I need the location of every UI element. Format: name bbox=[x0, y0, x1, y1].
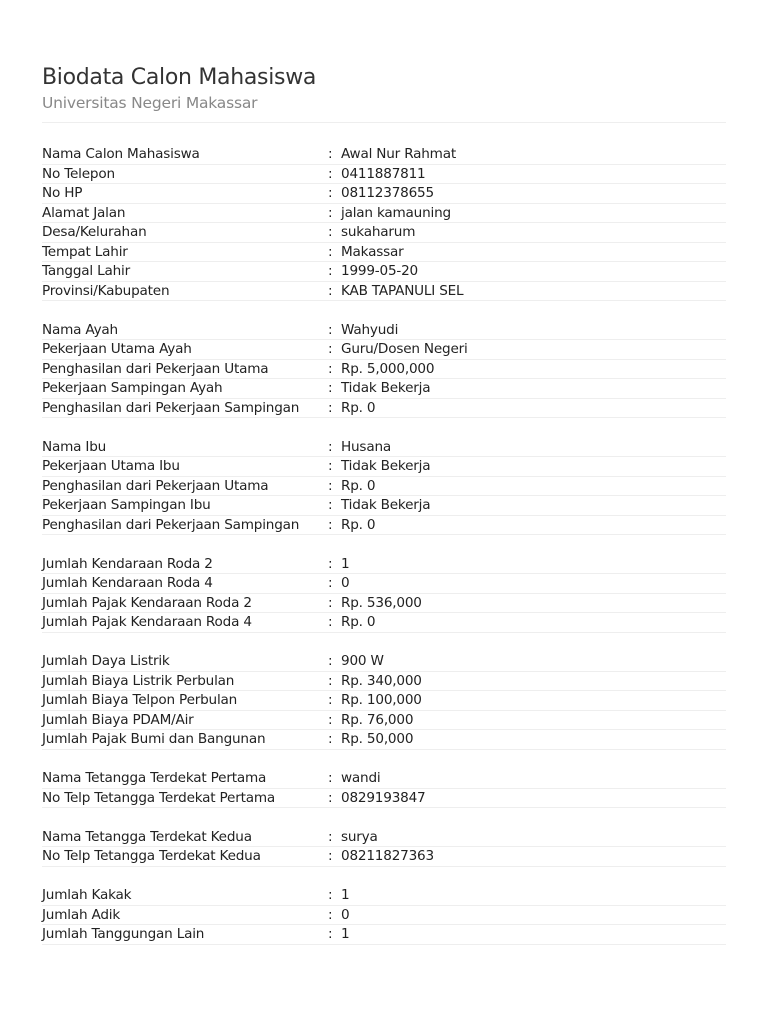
field-value: Rp. 50,000 bbox=[341, 731, 414, 747]
section-data-tetangga-kedua bbox=[42, 828, 726, 867]
field-label: Pekerjaan Utama Ayah bbox=[42, 341, 192, 357]
field-separator: : bbox=[328, 848, 333, 864]
field-value: 1 bbox=[341, 926, 350, 942]
page-subtitle: Universitas Negeri Makassar bbox=[42, 94, 258, 112]
field-label: Penghasilan dari Pekerjaan Utama bbox=[42, 360, 269, 377]
page-title: Biodata Calon Mahasiswa bbox=[42, 65, 317, 90]
field-label: Jumlah Kendaraan Roda 4 bbox=[42, 575, 213, 591]
field-label: Tempat Lahir bbox=[42, 243, 128, 260]
field-separator: : bbox=[328, 555, 333, 572]
field-label: Desa/Kelurahan bbox=[42, 224, 147, 240]
section-data-ayah bbox=[42, 321, 726, 419]
field-separator: : bbox=[328, 243, 333, 260]
field-value: 1 bbox=[341, 887, 350, 903]
header-divider bbox=[42, 122, 726, 123]
field-row bbox=[42, 457, 726, 477]
field-label: Pekerjaan Utama Ibu bbox=[42, 458, 180, 474]
field-label: Jumlah Kakak bbox=[42, 887, 132, 903]
section-data-biaya bbox=[42, 652, 726, 750]
field-label: Jumlah Kendaraan Roda 2 bbox=[42, 555, 213, 572]
field-value: 0 bbox=[341, 906, 350, 923]
field-value: Rp. 0 bbox=[341, 477, 376, 494]
field-label: Penghasilan dari Pekerjaan Utama bbox=[42, 477, 269, 494]
field-separator: : bbox=[328, 594, 333, 611]
field-value: Rp. 0 bbox=[341, 614, 376, 630]
field-label: Tanggal Lahir bbox=[42, 263, 130, 279]
field-separator: : bbox=[328, 438, 333, 455]
field-value: Guru/Dosen Negeri bbox=[341, 341, 468, 357]
field-row bbox=[42, 574, 726, 594]
field-separator: : bbox=[328, 653, 333, 669]
field-separator: : bbox=[328, 731, 333, 747]
field-label: Alamat Jalan bbox=[42, 204, 126, 221]
field-value: 1999-05-20 bbox=[341, 263, 419, 279]
field-separator: : bbox=[328, 692, 333, 708]
field-separator: : bbox=[328, 477, 333, 494]
field-value: Rp. 76,000 bbox=[341, 711, 414, 728]
field-row bbox=[42, 360, 726, 380]
field-separator: : bbox=[328, 224, 333, 240]
field-value: sukaharum bbox=[341, 224, 416, 240]
field-row bbox=[42, 925, 726, 945]
field-separator: : bbox=[328, 380, 333, 396]
field-row bbox=[42, 243, 726, 263]
field-label: Nama Tetangga Terdekat Kedua bbox=[42, 828, 252, 845]
field-label: Nama Tetangga Terdekat Pertama bbox=[42, 770, 267, 786]
field-label: Nama Calon Mahasiswa bbox=[42, 146, 200, 162]
field-label: Jumlah Tanggungan Lain bbox=[42, 926, 205, 942]
field-row bbox=[42, 262, 726, 282]
section-data-kendaraan bbox=[42, 555, 726, 633]
field-separator: : bbox=[328, 282, 333, 299]
field-row bbox=[42, 496, 726, 516]
field-separator: : bbox=[328, 926, 333, 942]
field-value: Tidak Bekerja bbox=[341, 497, 431, 513]
field-row bbox=[42, 516, 726, 536]
field-row bbox=[42, 613, 726, 633]
field-separator: : bbox=[328, 341, 333, 357]
field-row bbox=[42, 165, 726, 185]
field-label: Jumlah Biaya Telpon Perbulan bbox=[42, 692, 238, 708]
field-row bbox=[42, 847, 726, 867]
field-label: Jumlah Pajak Bumi dan Bangunan bbox=[42, 731, 266, 747]
field-value: 08211827363 bbox=[341, 848, 434, 864]
field-separator: : bbox=[328, 887, 333, 903]
field-separator: : bbox=[328, 614, 333, 630]
field-separator: : bbox=[328, 711, 333, 728]
section-data-pribadi bbox=[42, 145, 726, 301]
section-data-keluarga bbox=[42, 886, 726, 945]
field-row bbox=[42, 321, 726, 341]
field-value: Tidak Bekerja bbox=[341, 380, 431, 396]
field-value: Makassar bbox=[341, 243, 404, 260]
field-label: No Telp Tetangga Terdekat Kedua bbox=[42, 848, 261, 864]
field-label: Nama Ayah bbox=[42, 321, 118, 338]
field-label: Jumlah Biaya Listrik Perbulan bbox=[42, 672, 235, 689]
field-separator: : bbox=[328, 321, 333, 338]
field-row bbox=[42, 145, 726, 165]
biodata-form bbox=[42, 145, 726, 964]
field-value: Awal Nur Rahmat bbox=[341, 146, 456, 162]
field-separator: : bbox=[328, 672, 333, 689]
field-row bbox=[42, 204, 726, 224]
field-row bbox=[42, 769, 726, 789]
field-label: Penghasilan dari Pekerjaan Sampingan bbox=[42, 516, 300, 533]
field-value: KAB TAPANULI SEL bbox=[341, 282, 464, 299]
field-row bbox=[42, 730, 726, 750]
field-value: 900 W bbox=[341, 653, 384, 669]
field-value: Rp. 100,000 bbox=[341, 692, 422, 708]
field-row bbox=[42, 828, 726, 848]
field-label: Pekerjaan Sampingan Ibu bbox=[42, 497, 211, 513]
field-row bbox=[42, 399, 726, 419]
field-separator: : bbox=[328, 263, 333, 279]
field-row bbox=[42, 438, 726, 458]
field-separator: : bbox=[328, 399, 333, 416]
field-separator: : bbox=[328, 185, 333, 201]
field-separator: : bbox=[328, 204, 333, 221]
field-label: No Telp Tetangga Terdekat Pertama bbox=[42, 789, 276, 806]
field-row bbox=[42, 340, 726, 360]
section-data-tetangga-pertama bbox=[42, 769, 726, 808]
field-label: Nama Ibu bbox=[42, 438, 107, 455]
field-label: Pekerjaan Sampingan Ayah bbox=[42, 380, 223, 396]
field-row bbox=[42, 477, 726, 497]
field-label: Penghasilan dari Pekerjaan Sampingan bbox=[42, 399, 300, 416]
field-label: Jumlah Adik bbox=[42, 906, 121, 923]
field-label: Jumlah Biaya PDAM/Air bbox=[42, 711, 194, 728]
field-value: 0411887811 bbox=[341, 165, 426, 182]
field-separator: : bbox=[328, 575, 333, 591]
field-row bbox=[42, 555, 726, 575]
field-value: Tidak Bekerja bbox=[341, 458, 431, 474]
field-separator: : bbox=[328, 828, 333, 845]
field-row bbox=[42, 886, 726, 906]
field-value: Rp. 340,000 bbox=[341, 672, 422, 689]
field-separator: : bbox=[328, 458, 333, 474]
field-separator: : bbox=[328, 770, 333, 786]
field-separator: : bbox=[328, 906, 333, 923]
field-value: Husana bbox=[341, 438, 391, 455]
field-value: Rp. 0 bbox=[341, 516, 376, 533]
page-header bbox=[42, 63, 726, 113]
field-row bbox=[42, 789, 726, 809]
field-row bbox=[42, 691, 726, 711]
field-separator: : bbox=[328, 146, 333, 162]
field-row bbox=[42, 594, 726, 614]
field-label: Jumlah Pajak Kendaraan Roda 4 bbox=[42, 614, 252, 630]
field-label: Provinsi/Kabupaten bbox=[42, 282, 170, 299]
field-value: 1 bbox=[341, 555, 350, 572]
field-row bbox=[42, 379, 726, 399]
field-row bbox=[42, 652, 726, 672]
field-separator: : bbox=[328, 165, 333, 182]
field-value: jalan kamauning bbox=[341, 204, 451, 221]
field-row bbox=[42, 672, 726, 692]
field-separator: : bbox=[328, 497, 333, 513]
field-value: Rp. 0 bbox=[341, 399, 376, 416]
field-label: No HP bbox=[42, 185, 83, 201]
field-label: Jumlah Daya Listrik bbox=[42, 653, 170, 669]
field-row bbox=[42, 282, 726, 302]
field-row bbox=[42, 184, 726, 204]
section-data-ibu bbox=[42, 438, 726, 536]
field-value: 08112378655 bbox=[341, 185, 434, 201]
field-row bbox=[42, 906, 726, 926]
field-separator: : bbox=[328, 516, 333, 533]
field-value: surya bbox=[341, 828, 378, 845]
field-value: Wahyudi bbox=[341, 321, 399, 338]
field-value: 0829193847 bbox=[341, 789, 426, 806]
field-separator: : bbox=[328, 360, 333, 377]
field-value: Rp. 536,000 bbox=[341, 594, 422, 611]
field-label: Jumlah Pajak Kendaraan Roda 2 bbox=[42, 594, 252, 611]
field-separator: : bbox=[328, 789, 333, 806]
field-row bbox=[42, 223, 726, 243]
field-value: Rp. 5,000,000 bbox=[341, 360, 435, 377]
field-value: 0 bbox=[341, 575, 350, 591]
field-row bbox=[42, 711, 726, 731]
field-label: No Telepon bbox=[42, 165, 115, 182]
field-value: wandi bbox=[341, 770, 381, 786]
